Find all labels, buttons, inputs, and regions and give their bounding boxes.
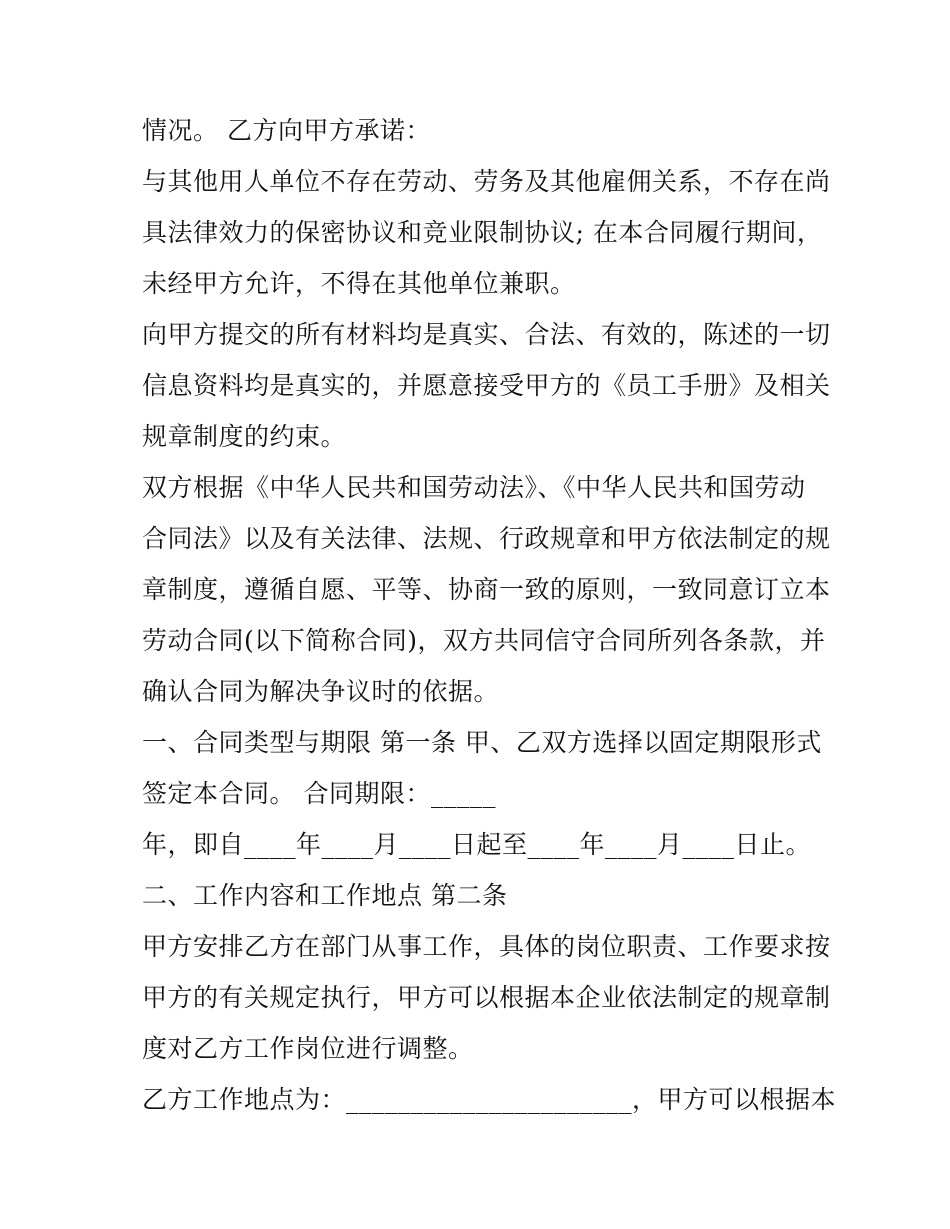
text-line: 章制度，遵循自愿、平等、协商一致的原则，一致同意订立本: [142, 575, 831, 604]
text-line: 一、合同类型与期限 第一条 甲、乙双方选择以固定期限形式: [142, 728, 822, 757]
text-line: 双方根据《中华人民共和国劳动法》、《中华人民共和国劳动: [142, 473, 806, 502]
text-line: 与其他用人单位不存在劳动、劳务及其他雇佣关系，不存在尚: [142, 167, 831, 196]
text-line: 签定本合同。 合同期限：_____: [142, 779, 496, 808]
text-line: 信息资料均是真实的，并愿意接受甲方的《员工手册》及相关: [142, 371, 831, 400]
text-line: 年，即自____年____月____日起至____年____月____日止。: [142, 830, 812, 859]
text-line: 劳动合同(以下简称合同)，双方共同信守合同所列各条款，并: [142, 626, 826, 655]
text-line: 乙方工作地点为：______________________，甲方可以根据本: [142, 1085, 837, 1114]
text-line: 二、工作内容和工作地点 第二条: [142, 881, 508, 910]
text-line: 确认合同为解决争议时的依据。: [142, 677, 500, 706]
text-line: 甲方安排乙方在部门从事工作，具体的岗位职责、工作要求按: [142, 932, 831, 961]
text-line: 规章制度的约束。: [142, 422, 347, 451]
text-line: 合同法》以及有关法律、法规、行政规章和甲方依法制定的规: [142, 524, 831, 553]
text-line: 向甲方提交的所有材料均是真实、合法、有效的，陈述的一切: [142, 320, 831, 349]
text-line: 未经甲方允许，不得在其他单位兼职。: [142, 269, 576, 298]
text-line: 情况。 乙方向甲方承诺：: [142, 116, 431, 145]
text-line: 具法律效力的保密协议和竞业限制协议; 在本合同履行期间，: [142, 218, 823, 247]
text-line: 甲方的有关规定执行，甲方可以根据本企业依法制定的规章制: [142, 983, 831, 1012]
text-line: 度对乙方工作岗位进行调整。: [142, 1034, 474, 1063]
